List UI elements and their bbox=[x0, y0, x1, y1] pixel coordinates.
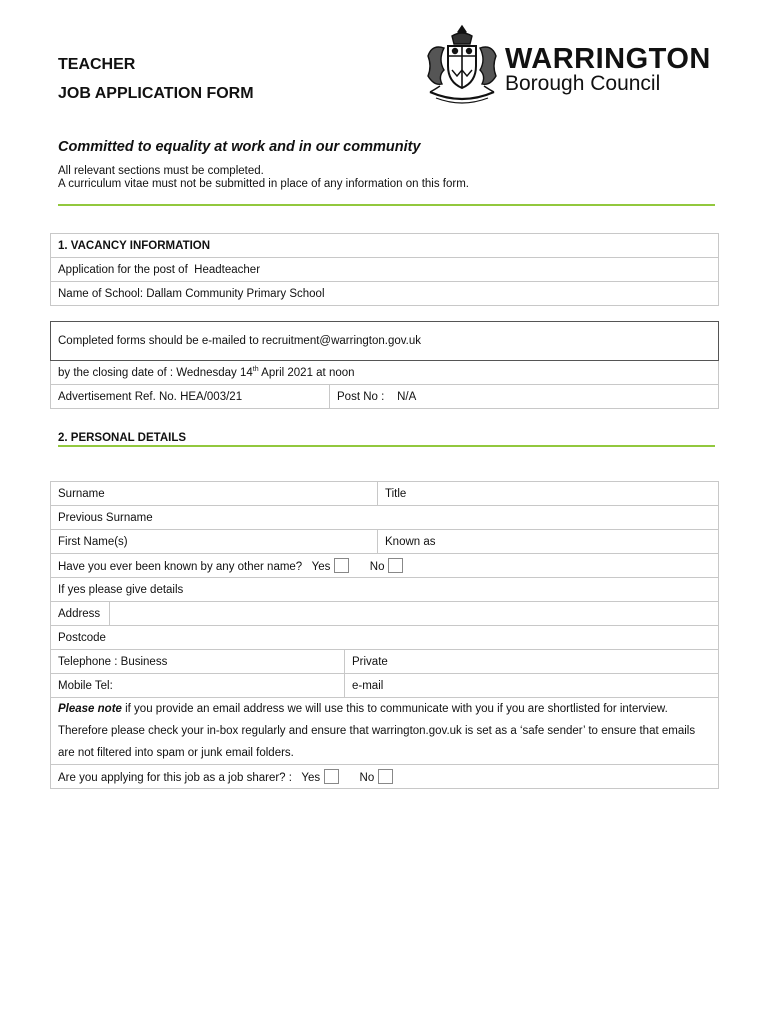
school-name-row[interactable]: Name of School: Dallam Community Primary School bbox=[51, 282, 719, 306]
intro-text bbox=[58, 165, 469, 191]
vacancy-info-table bbox=[50, 233, 719, 306]
business-phone-field[interactable]: Telephone : Business bbox=[51, 650, 345, 674]
green-divider bbox=[58, 445, 715, 447]
other-name-question bbox=[51, 554, 719, 578]
job-sharer-no-label: No bbox=[359, 772, 375, 784]
closing-date-text: by the closing date of : Wednesday 14 bbox=[58, 366, 253, 379]
email-field[interactable]: e-mail bbox=[345, 674, 719, 698]
previous-surname-field[interactable]: Previous Surname bbox=[51, 506, 719, 530]
mobile-field[interactable]: Mobile Tel: bbox=[51, 674, 345, 698]
job-sharer-yes-label: Yes bbox=[301, 772, 321, 784]
closing-date bbox=[51, 361, 719, 385]
other-name-yes-label: Yes bbox=[311, 561, 331, 573]
job-sharer-question bbox=[51, 765, 719, 789]
address-field[interactable] bbox=[109, 602, 718, 626]
job-sharer-label: Are you applying for this job as a job sharer? : bbox=[58, 772, 292, 784]
brand-sub: Borough Council bbox=[505, 72, 661, 95]
closing-date-sup: th bbox=[252, 366, 259, 374]
note-text: if you provide an email address we will use this to communicate with you if you are shortlisted for interview. Therefore please check your in-box regularly and ensure that warrington.gov.uk is set as a ‘safe sender’ to ensure that emails are not filtered into spam or junk email folders. bbox=[58, 703, 696, 759]
post-no-cell[interactable] bbox=[330, 385, 719, 409]
other-name-label: Have you ever been known by any other name? bbox=[58, 561, 303, 573]
personal-details-table bbox=[50, 481, 719, 789]
title-field[interactable]: Title bbox=[378, 482, 719, 506]
other-name-no-checkbox[interactable] bbox=[388, 558, 403, 573]
tagline: Committed to equality at work and in our community bbox=[58, 139, 421, 155]
form-title-line2: JOB APPLICATION FORM bbox=[58, 85, 254, 102]
other-name-details-field[interactable]: If yes please give details bbox=[51, 578, 719, 602]
section1-title: 1. VACANCY INFORMATION bbox=[51, 234, 719, 258]
other-name-no-label: No bbox=[369, 561, 385, 573]
private-phone-field[interactable]: Private bbox=[345, 650, 719, 674]
intro-line2: A curriculum vitae must not be submitted in place of any information on this form. bbox=[58, 178, 469, 190]
first-names-field[interactable]: First Name(s) bbox=[51, 530, 378, 554]
surname-field[interactable]: Surname bbox=[51, 482, 378, 506]
closing-date-suffix: April 2021 at noon bbox=[258, 366, 355, 379]
post-label: Application for the post of bbox=[58, 263, 188, 276]
email-notice bbox=[51, 698, 719, 765]
intro-line1: All relevant sections must be completed. bbox=[58, 165, 264, 177]
form-title-line1: TEACHER bbox=[58, 56, 136, 73]
post-no-label: Post No : bbox=[337, 390, 385, 403]
job-sharer-no-checkbox[interactable] bbox=[378, 769, 393, 784]
submission-info-table bbox=[50, 321, 719, 409]
other-name-yes-checkbox[interactable] bbox=[334, 558, 349, 573]
coat-of-arms-icon bbox=[422, 22, 502, 108]
note-bold: Please note bbox=[58, 703, 122, 715]
brand-block bbox=[505, 44, 711, 96]
post-value: Headteacher bbox=[194, 263, 261, 276]
green-divider bbox=[58, 204, 715, 206]
section2-title: 2. PERSONAL DETAILS bbox=[58, 432, 187, 444]
address-label: Address bbox=[51, 602, 110, 626]
email-note: Completed forms should be e-mailed to recruitment@warrington.gov.uk bbox=[51, 322, 719, 361]
brand-name: WARRINGTON bbox=[505, 43, 711, 75]
known-as-field[interactable]: Known as bbox=[378, 530, 719, 554]
postcode-field[interactable]: Postcode bbox=[51, 626, 719, 650]
job-sharer-yes-checkbox[interactable] bbox=[324, 769, 339, 784]
post-applied-row[interactable] bbox=[51, 258, 719, 282]
advert-ref: Advertisement Ref. No. HEA/003/21 bbox=[51, 385, 330, 409]
post-no-value: N/A bbox=[397, 390, 417, 403]
